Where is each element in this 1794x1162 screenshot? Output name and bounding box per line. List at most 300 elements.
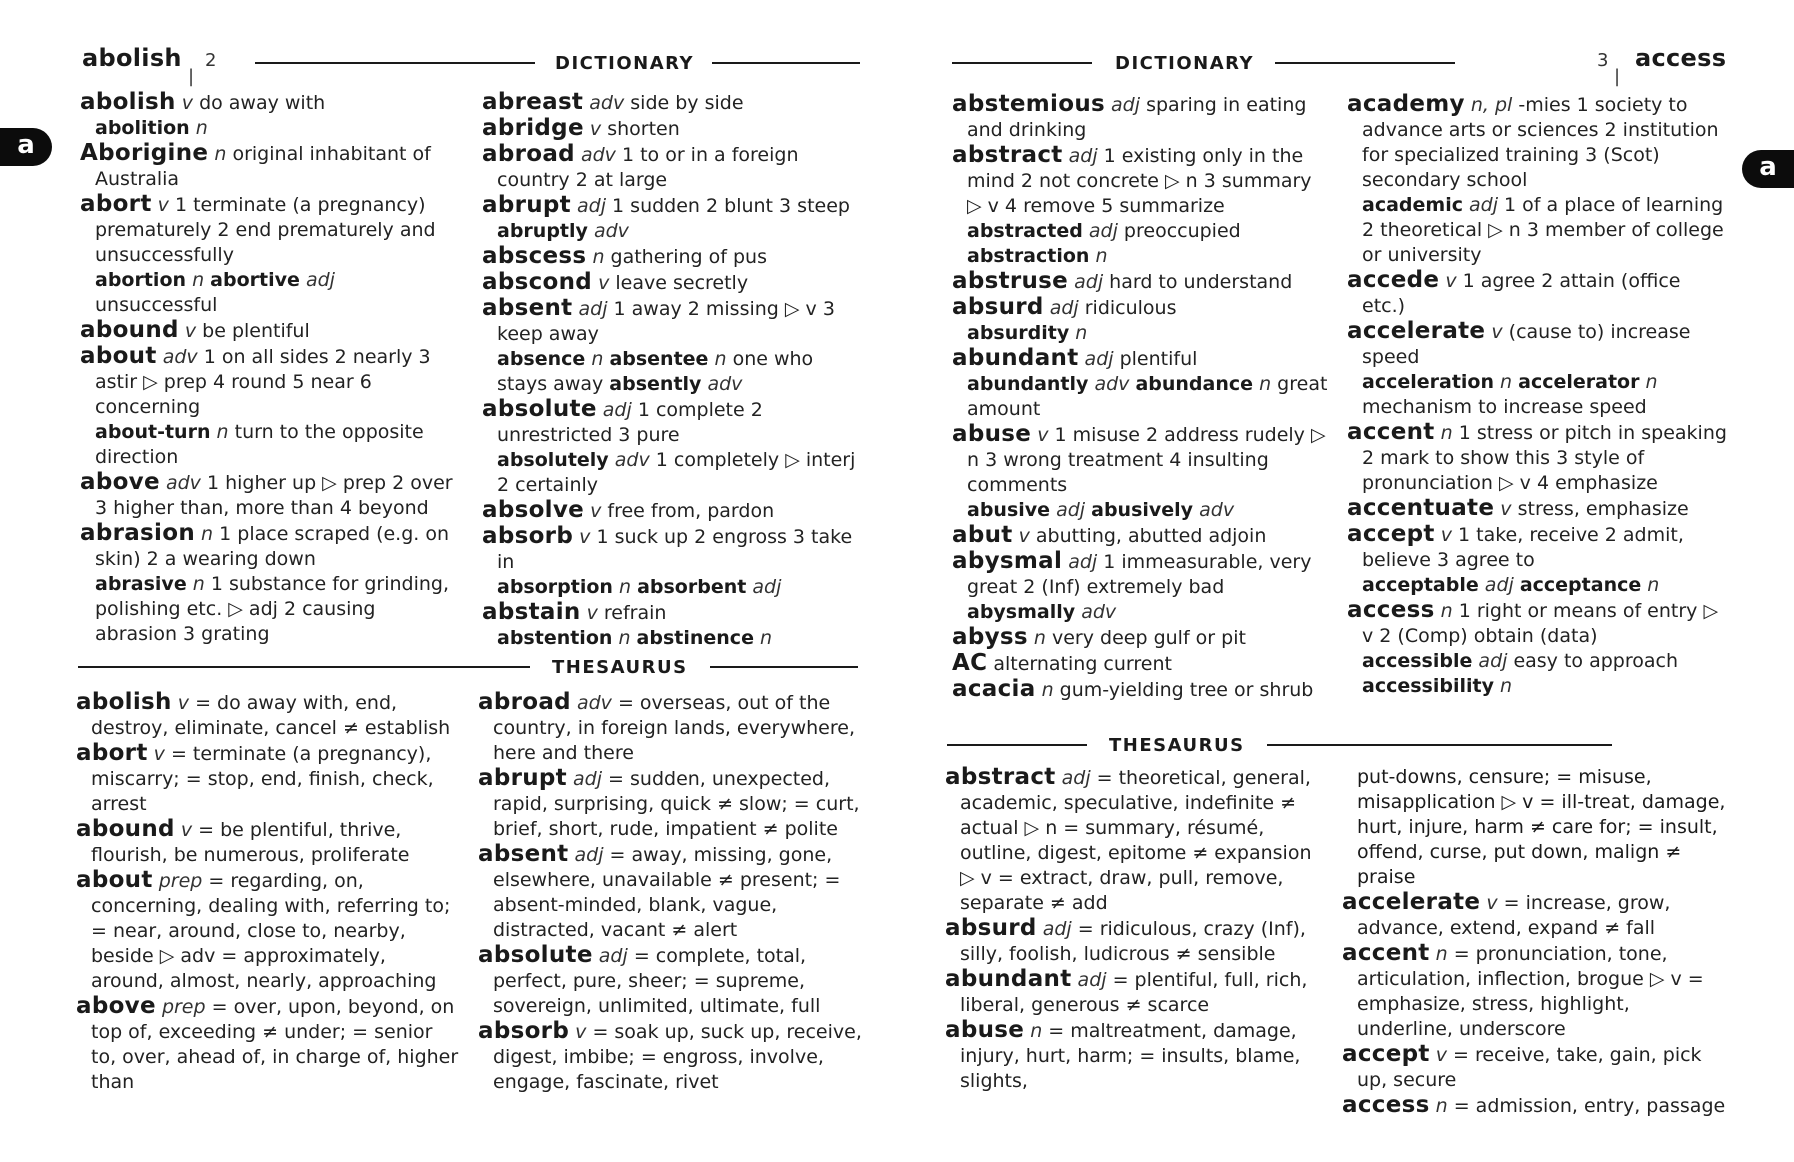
part-of-speech: adj xyxy=(598,945,628,967)
headword: accentuate xyxy=(1347,495,1495,521)
definition: be plentiful xyxy=(202,320,310,342)
part-of-speech: n xyxy=(592,246,605,268)
headword: abundant xyxy=(952,345,1079,371)
derived-word: accessible xyxy=(1362,650,1473,672)
entry xyxy=(76,868,461,994)
sub-entry xyxy=(482,575,867,600)
definition: very deep gulf or pit xyxy=(1052,627,1246,649)
part-of-speech: n xyxy=(216,421,229,443)
sub-entry xyxy=(952,498,1332,523)
definition: (cause to) increase speed xyxy=(1362,321,1691,368)
headword: abstract xyxy=(945,764,1056,790)
headword: abscond xyxy=(482,269,593,295)
part-of-speech: n xyxy=(1075,322,1088,344)
part-of-speech: adj xyxy=(578,298,608,320)
definition: = overseas, out of the country, in foreign lands, everywhere, here and there xyxy=(493,692,855,764)
headword: abstemious xyxy=(952,91,1105,117)
entry xyxy=(478,943,873,1019)
entry xyxy=(952,549,1332,600)
section-title-thesaurus: THESAURUS xyxy=(1109,735,1245,756)
page-number: 2 xyxy=(205,50,217,71)
part-of-speech: v xyxy=(1018,525,1030,547)
part-of-speech: n xyxy=(1030,1020,1043,1042)
derived-word: absentee xyxy=(609,348,709,370)
definition: original inhabitant of Australia xyxy=(95,143,431,190)
headword: above xyxy=(80,469,160,495)
headword: absorb xyxy=(482,523,574,549)
part-of-speech: n xyxy=(1435,943,1448,965)
part-of-speech: adj xyxy=(577,195,606,217)
part-of-speech: v xyxy=(586,602,598,624)
dictionary-column xyxy=(1347,92,1727,699)
part-of-speech: n xyxy=(192,573,205,595)
part-of-speech: adv xyxy=(614,449,650,471)
entry xyxy=(482,244,867,270)
derived-word: academic xyxy=(1362,194,1463,216)
headword: abrupt xyxy=(482,192,571,218)
part-of-speech: n xyxy=(1645,371,1658,393)
sub-entry xyxy=(80,116,460,141)
dictionary-column xyxy=(80,90,460,647)
definition: = receive, take, gain, pick up, secure xyxy=(1357,1044,1702,1091)
entry xyxy=(1342,1042,1727,1093)
part-of-speech: n xyxy=(195,117,208,139)
headword: AC xyxy=(952,650,988,676)
part-of-speech: n, pl xyxy=(1470,94,1513,116)
definition: plentiful xyxy=(1119,348,1198,370)
headword: abolish xyxy=(80,89,176,115)
headword: above xyxy=(76,993,156,1019)
headword: abrupt xyxy=(478,765,567,791)
part-of-speech: v xyxy=(181,92,194,114)
derived-word: absorbent xyxy=(637,576,747,598)
definition: hard to understand xyxy=(1109,271,1293,293)
part-of-speech: v xyxy=(575,1021,587,1043)
headword: accelerate xyxy=(1347,318,1486,344)
part-of-speech: adj xyxy=(1068,145,1098,167)
running-head: abolish xyxy=(82,44,182,72)
definition: free from, pardon xyxy=(607,500,775,522)
headword: abort xyxy=(80,191,152,217)
headword: Aborigine xyxy=(80,140,209,166)
sub-entry xyxy=(1347,370,1727,420)
part-of-speech: n xyxy=(760,627,773,649)
sub-entry xyxy=(952,372,1332,422)
part-of-speech: v xyxy=(1445,270,1457,292)
sub-entry xyxy=(482,626,867,651)
headword: absolute xyxy=(482,396,597,422)
part-of-speech: v xyxy=(157,194,169,216)
part-of-speech: n xyxy=(214,143,227,165)
definition: = plentiful, full, rich, liberal, generous ≠ scarce xyxy=(960,969,1308,1016)
part-of-speech: adj xyxy=(1074,271,1104,293)
entry xyxy=(945,1018,1325,1094)
entry xyxy=(482,498,867,524)
definition: abutting, abutted adjoin xyxy=(1035,525,1267,547)
part-of-speech: v xyxy=(153,743,165,765)
entry xyxy=(482,600,867,626)
page-number: 3 xyxy=(1597,50,1609,71)
part-of-speech: n xyxy=(1095,245,1108,267)
derived-word: acceptable xyxy=(1362,574,1479,596)
definition: = sudden, unexpected, rapid, surprising, quick ≠ slow; = curt, brief, short, rude, impatient ≠ polite xyxy=(493,768,860,840)
definition: 1 take, receive 2 admit, believe 3 agree to xyxy=(1362,524,1684,571)
part-of-speech: n xyxy=(591,348,604,370)
definition: shorten xyxy=(607,118,680,140)
entry xyxy=(1342,890,1727,941)
sub-entry xyxy=(1347,573,1727,598)
definition: refrain xyxy=(603,602,667,624)
sub-entry xyxy=(80,420,460,470)
definition: do away with xyxy=(199,92,326,114)
headword: about xyxy=(76,867,153,893)
part-of-speech: adv xyxy=(1094,373,1130,395)
part-of-speech: v xyxy=(180,819,193,841)
part-of-speech: v xyxy=(177,692,190,714)
part-of-speech: v xyxy=(1037,424,1049,446)
definition: 1 agree 2 attain (office etc.) xyxy=(1362,270,1681,317)
entry xyxy=(945,765,1325,916)
definition: = admission, entry, passage xyxy=(1453,1095,1726,1117)
headword: accent xyxy=(1347,419,1435,445)
part-of-speech: v xyxy=(590,500,602,522)
sub-entry xyxy=(952,600,1332,625)
part-of-speech: adj xyxy=(1484,574,1514,596)
part-of-speech: n xyxy=(1033,627,1046,649)
derived-word: absently xyxy=(609,373,702,395)
entry xyxy=(952,651,1332,677)
entry xyxy=(482,116,867,142)
definition: turn to the opposite direction xyxy=(95,421,424,468)
header-divider: | xyxy=(1614,66,1621,87)
headword: accelerate xyxy=(1342,889,1481,915)
dictionary-column xyxy=(482,90,867,651)
headword: abuse xyxy=(945,1017,1025,1043)
part-of-speech: n xyxy=(1435,1095,1448,1117)
headword: academy xyxy=(1347,91,1465,117)
headword: absent xyxy=(478,841,569,867)
derived-word: abusive xyxy=(967,499,1051,521)
entry xyxy=(478,690,873,766)
header-rule xyxy=(1275,62,1455,64)
derived-word: accessibility xyxy=(1362,675,1494,697)
entry xyxy=(76,817,461,868)
continued-entry: put-downs, censure; = misuse, misapplication ▷ v = ill-treat, damage, hurt, injure, harm ≠ care for; = insult, offend, curse, put down, malign ≠ praise xyxy=(1357,766,1726,888)
header-rule xyxy=(255,62,535,64)
definition: = ridiculous, crazy (Inf), silly, foolish, ludicrous ≠ sensible xyxy=(960,918,1306,965)
headword: abrasion xyxy=(80,520,195,546)
derived-word: abstention xyxy=(497,627,613,649)
definition: 1 misuse 2 address rudely ▷ n 3 wrong treatment 4 insulting comments xyxy=(967,424,1326,496)
definition: 1 right or means of entry ▷ v 2 (Comp) obtain (data) xyxy=(1362,600,1719,647)
derived-word: abusively xyxy=(1091,499,1194,521)
definition: 1 complete 2 unrestricted 3 pure xyxy=(497,399,763,446)
sub-entry xyxy=(482,219,867,244)
part-of-speech: adv xyxy=(593,220,629,242)
definition: = be plentiful, thrive, flourish, be numerous, proliferate xyxy=(91,819,410,866)
section-title-dictionary: DICTIONARY xyxy=(1115,53,1255,74)
entry xyxy=(1347,92,1727,193)
derived-word: abundantly xyxy=(967,373,1089,395)
definition: 1 existing only in the mind 2 not concrete ▷ n 3 summary ▷ v 4 remove 5 summarize xyxy=(967,145,1312,217)
headword: access xyxy=(1342,1092,1430,1118)
headword: abysmal xyxy=(952,548,1063,574)
definition: gum-yielding tree or shrub xyxy=(1059,679,1314,701)
part-of-speech: n xyxy=(1500,371,1513,393)
entry xyxy=(80,521,460,572)
sub-entry xyxy=(1347,193,1727,268)
part-of-speech: prep xyxy=(161,996,206,1018)
part-of-speech: adv xyxy=(576,692,612,714)
header-rule xyxy=(952,62,1092,64)
entry xyxy=(945,967,1325,1018)
headword: abstract xyxy=(952,142,1063,168)
definition: sparing in eating and drinking xyxy=(967,94,1307,141)
headword: abroad xyxy=(478,689,571,715)
entry xyxy=(952,346,1332,372)
definition: easy to approach xyxy=(1513,650,1678,672)
part-of-speech: adv xyxy=(1199,499,1235,521)
derived-word: acceptance xyxy=(1519,574,1642,596)
entry xyxy=(80,141,460,192)
derived-word: absorption xyxy=(497,576,613,598)
derived-word: abortive xyxy=(210,269,300,291)
part-of-speech: v xyxy=(1435,1044,1447,1066)
entry xyxy=(952,295,1332,321)
definition: -mies 1 society to advance arts or sciences 2 institution for specialized training 3 (Scot) secondary school xyxy=(1362,94,1719,191)
headword: accede xyxy=(1347,267,1440,293)
definition: = terminate (a pregnancy), miscarry; = stop, end, finish, check, arrest xyxy=(91,743,434,815)
part-of-speech: adj xyxy=(574,844,604,866)
entry xyxy=(478,766,873,842)
derived-word: abstraction xyxy=(967,245,1090,267)
part-of-speech: adj xyxy=(1077,969,1107,991)
part-of-speech: adj xyxy=(1088,220,1118,242)
entry xyxy=(76,690,461,741)
definition: = over, upon, beyond, on top of, exceeding ≠ under; = senior to, over, ahead of, in charge of, higher than xyxy=(91,996,459,1093)
part-of-speech: v xyxy=(1486,892,1498,914)
derived-word: absolutely xyxy=(497,449,609,471)
thesaurus-column xyxy=(1342,765,1727,1119)
entry xyxy=(1342,1093,1727,1119)
entry xyxy=(1347,598,1727,649)
headword: accept xyxy=(1342,1041,1430,1067)
left-page-header xyxy=(0,44,897,87)
sub-entry xyxy=(482,448,867,498)
headword: accent xyxy=(1342,940,1430,966)
entry xyxy=(482,524,867,575)
part-of-speech: adj xyxy=(752,576,782,598)
definition: one who stays away xyxy=(497,348,814,395)
entry xyxy=(945,916,1325,967)
entry xyxy=(80,344,460,420)
definition: = pronunciation, tone, articulation, inflection, brogue ▷ v = emphasize, stress, highlight, underline, underscore xyxy=(1357,943,1704,1040)
definition: = do away with, end, destroy, eliminate, cancel ≠ establish xyxy=(91,692,451,739)
definition: 1 away 2 missing ▷ v 3 keep away xyxy=(497,298,835,345)
part-of-speech: adj xyxy=(1068,551,1098,573)
derived-word: abstinence xyxy=(636,627,754,649)
entry xyxy=(76,741,461,817)
part-of-speech: n xyxy=(1259,373,1272,395)
entry xyxy=(482,193,867,219)
definition: 1 higher up ▷ prep 2 over 3 higher than, more than 4 beyond xyxy=(95,472,453,519)
headword: abound xyxy=(76,816,175,842)
part-of-speech: adj xyxy=(1478,650,1508,672)
entry xyxy=(482,90,867,116)
entry xyxy=(952,523,1332,549)
part-of-speech: n xyxy=(201,523,214,545)
headword: abstain xyxy=(482,599,581,625)
section-rule xyxy=(947,744,1087,746)
derived-word: absence xyxy=(497,348,586,370)
definition: ridiculous xyxy=(1084,297,1177,319)
part-of-speech: v xyxy=(1491,321,1503,343)
thesaurus-column xyxy=(76,690,461,1095)
part-of-speech: adj xyxy=(1111,94,1141,116)
part-of-speech: n xyxy=(1041,679,1054,701)
header-rule xyxy=(712,62,860,64)
headword: accept xyxy=(1347,521,1435,547)
part-of-speech: adj xyxy=(573,768,602,790)
entry xyxy=(952,143,1332,219)
part-of-speech: adj xyxy=(1049,297,1079,319)
derived-word: abolition xyxy=(95,117,190,139)
derived-word: abysmally xyxy=(967,601,1076,623)
part-of-speech: adj xyxy=(1056,499,1086,521)
thesaurus-column xyxy=(945,765,1325,1094)
definition: 1 on all sides 2 nearly 3 astir ▷ prep 4 round 5 near 6 concerning xyxy=(95,346,431,418)
part-of-speech: adv xyxy=(162,346,198,368)
part-of-speech: v xyxy=(1440,524,1452,546)
entry xyxy=(482,397,867,448)
part-of-speech: n xyxy=(1500,675,1513,697)
headword: abreast xyxy=(482,89,584,115)
headword: abroad xyxy=(482,141,575,167)
section-rule xyxy=(1267,744,1612,746)
part-of-speech: adv xyxy=(1081,601,1117,623)
definition: = regarding, on, concerning, dealing with, referring to; = near, around, close to, nearby, beside ▷ adv = approximately, around, almost, nearly, approaching xyxy=(91,870,451,992)
entry xyxy=(80,318,460,344)
headword: absolute xyxy=(478,942,593,968)
entry xyxy=(482,296,867,347)
derived-word: accelerator xyxy=(1518,371,1640,393)
part-of-speech: adj xyxy=(1469,194,1498,216)
entry xyxy=(952,422,1332,498)
definition: mechanism to increase speed xyxy=(1362,396,1647,418)
entry xyxy=(952,269,1332,295)
sub-entry xyxy=(80,572,460,647)
entry xyxy=(80,470,460,521)
headword: absurd xyxy=(945,915,1037,941)
headword: abut xyxy=(952,522,1013,548)
part-of-speech: v xyxy=(598,272,610,294)
part-of-speech: adj xyxy=(305,269,335,291)
headword: abstruse xyxy=(952,268,1069,294)
part-of-speech: adj xyxy=(1042,918,1072,940)
sub-entry xyxy=(80,268,460,318)
part-of-speech: n xyxy=(618,576,632,598)
derived-word: abrasive xyxy=(95,573,187,595)
definition: 1 sudden 2 blunt 3 steep xyxy=(612,195,850,217)
derived-word: about-turn xyxy=(95,421,211,443)
definition: gathering of pus xyxy=(610,246,768,268)
definition: 1 terminate (a pregnancy) prematurely 2 end prematurely and unsuccessfully xyxy=(95,194,436,266)
entry xyxy=(1347,420,1727,496)
part-of-speech: adv xyxy=(707,373,743,395)
part-of-speech: n xyxy=(714,348,727,370)
headword: acacia xyxy=(952,676,1036,702)
entry xyxy=(482,142,867,193)
part-of-speech: n xyxy=(618,627,631,649)
part-of-speech: prep xyxy=(158,870,203,892)
definition: 1 completely ▷ interj 2 certainly xyxy=(497,449,856,496)
definition: 1 suck up 2 engross 3 take in xyxy=(497,526,853,573)
definition: alternating current xyxy=(993,653,1172,675)
definition: 1 substance for grinding, polishing etc. ▷ adj 2 causing abrasion 3 grating xyxy=(95,573,450,645)
entry xyxy=(478,1019,873,1095)
part-of-speech: n xyxy=(192,269,205,291)
sub-entry xyxy=(952,219,1332,269)
entry xyxy=(952,625,1332,651)
derived-word: acceleration xyxy=(1362,371,1494,393)
derived-word: abundance xyxy=(1135,373,1254,395)
entry xyxy=(478,842,873,943)
definition: 1 to or in a foreign country 2 at large xyxy=(497,144,799,191)
headword: absolve xyxy=(482,497,585,523)
headword: abound xyxy=(80,317,179,343)
thesaurus-column xyxy=(478,690,873,1095)
headword: absent xyxy=(482,295,573,321)
section-rule xyxy=(78,666,530,668)
derived-word: absurdity xyxy=(967,322,1070,344)
headword: about xyxy=(80,343,157,369)
thumb-index-tab[interactable]: a xyxy=(0,128,52,166)
headword: abyss xyxy=(952,624,1028,650)
part-of-speech: v xyxy=(184,320,197,342)
derived-word: abstracted xyxy=(967,220,1083,242)
definition: 1 place scraped (e.g. on skin) 2 a wearing down xyxy=(95,523,450,570)
definition: = away, missing, gone, elsewhere, unavailable ≠ present; = absent-minded, blank, vague, distracted, vacant ≠ alert xyxy=(493,844,841,941)
entry xyxy=(76,994,461,1095)
part-of-speech: n xyxy=(1440,422,1453,444)
headword: absorb xyxy=(478,1018,570,1044)
entry xyxy=(952,677,1332,703)
sub-entry xyxy=(952,321,1332,346)
entry xyxy=(952,92,1332,143)
running-head: access xyxy=(1635,44,1727,72)
definition: great amount xyxy=(967,373,1328,420)
headword: abolish xyxy=(76,689,172,715)
derived-word: abruptly xyxy=(497,220,588,242)
part-of-speech: adv xyxy=(165,472,201,494)
entry xyxy=(482,270,867,296)
derived-word: abortion xyxy=(95,269,187,291)
part-of-speech: v xyxy=(1500,498,1512,520)
dictionary-column xyxy=(952,92,1332,703)
definition: = complete, total, perfect, pure, sheer; = supreme, sovereign, unlimited, ultimate, full xyxy=(493,945,821,1017)
entry xyxy=(1347,319,1727,370)
definition: = increase, grow, advance, extend, expand ≠ fall xyxy=(1357,892,1671,939)
headword: abuse xyxy=(952,421,1032,447)
thumb-index-tab[interactable]: a xyxy=(1742,150,1794,188)
right-page xyxy=(897,0,1794,1162)
headword: access xyxy=(1347,597,1435,623)
entry xyxy=(1347,496,1727,522)
part-of-speech: n xyxy=(1647,574,1660,596)
headword: abscess xyxy=(482,243,587,269)
definition: leave secretly xyxy=(615,272,749,294)
definition: unsuccessful xyxy=(95,294,218,316)
